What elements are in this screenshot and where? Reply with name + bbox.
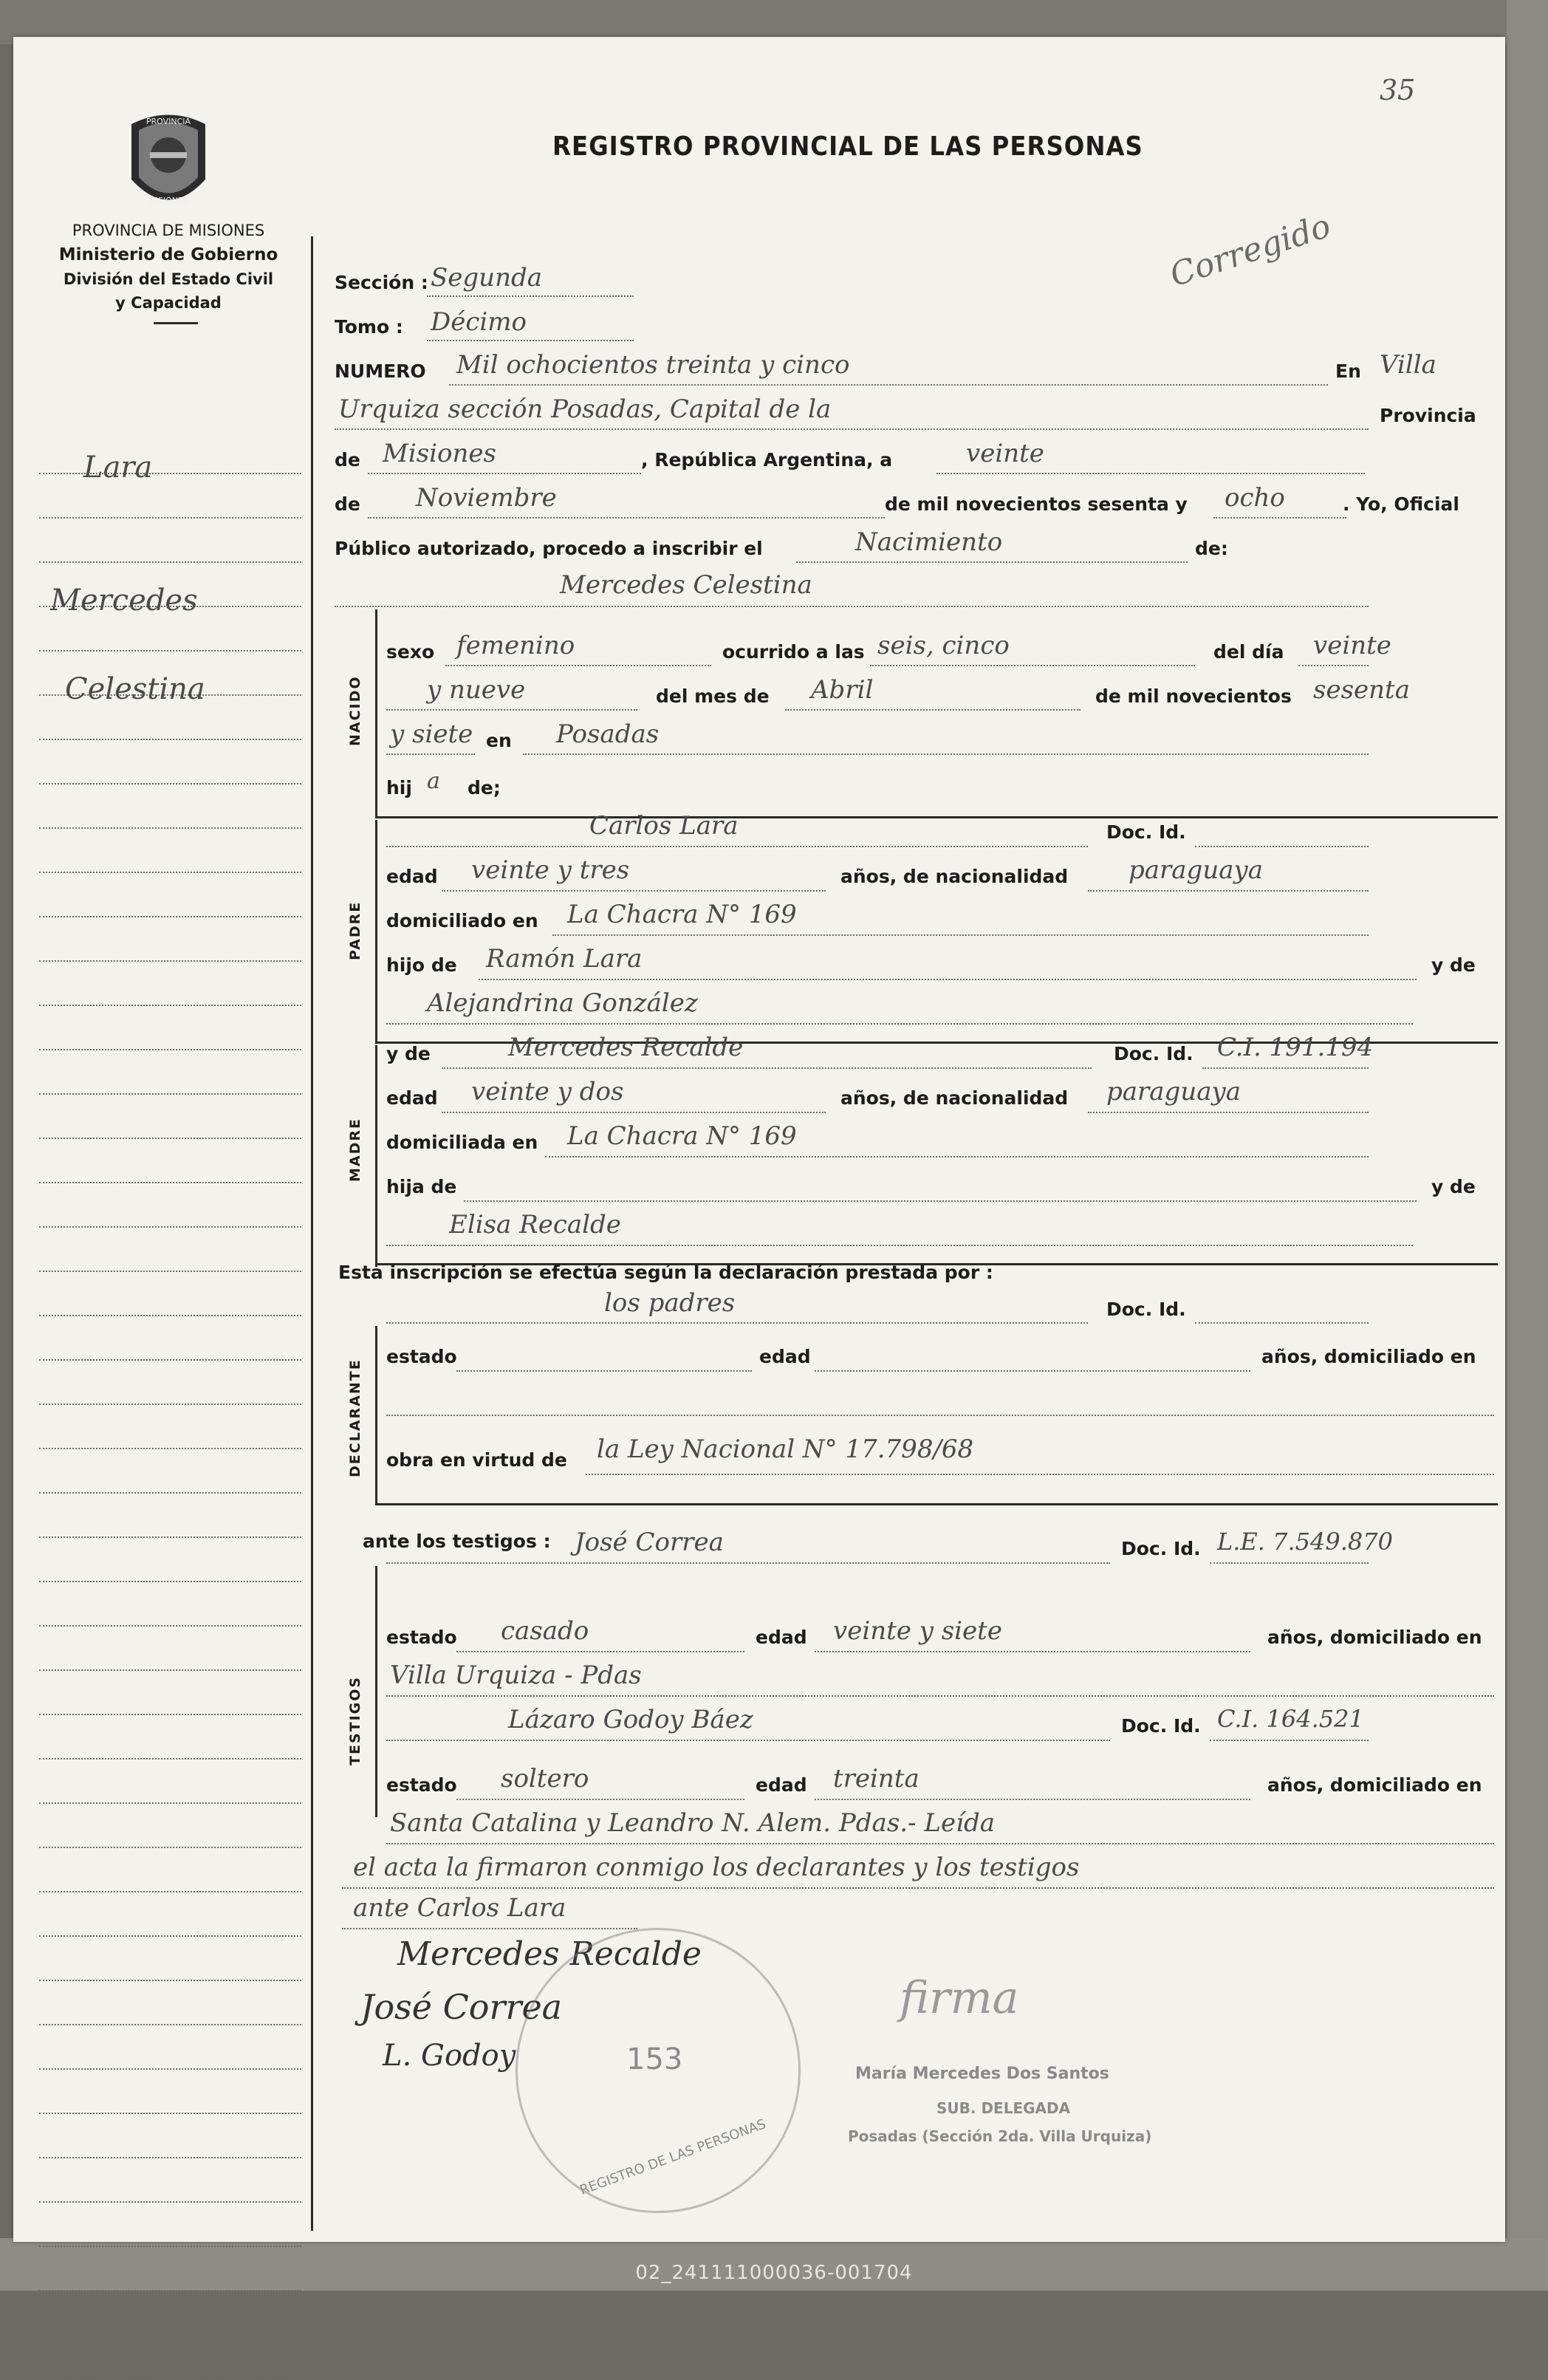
hora-value: seis, cinco <box>877 631 1010 660</box>
declarante-bottom-rule <box>375 1503 1498 1505</box>
padre-madre: Alejandrina González <box>427 988 698 1018</box>
t2-doc-label: Doc. Id. <box>1121 1715 1201 1737</box>
t1-anos-label: años, domiciliado en <box>1267 1627 1482 1648</box>
anio-line <box>1213 517 1346 519</box>
declarante-side-label: DECLARANTE <box>347 1358 363 1477</box>
testigo2-edad: treinta <box>833 1764 919 1793</box>
declarante-obra-line <box>586 1474 1494 1475</box>
margin-dotted-line <box>39 1005 301 1006</box>
madre-nacionalidad: paraguaya <box>1106 1077 1241 1107</box>
t2-edad-label: edad <box>756 1774 807 1796</box>
official-stamp-name: María Mercedes Dos Santos <box>855 2065 1109 2083</box>
t1-edad-label: edad <box>756 1627 807 1648</box>
testigo1-doc: L.E. 7.549.870 <box>1217 1528 1393 1556</box>
en-nacido-label: en <box>486 730 512 751</box>
testigo1-nombre: José Correa <box>575 1528 724 1557</box>
scan-id-caption: 02_241111000036-001704 <box>635 2262 913 2284</box>
declarante-domicilio-line <box>386 1415 1494 1416</box>
tomo-label: Tomo : <box>335 316 403 338</box>
madre-side-label: MADRE <box>347 1118 363 1182</box>
dia-nacido-value2: y nueve <box>427 675 526 705</box>
margin-dotted-line <box>39 473 301 474</box>
margin-dotted-line <box>39 1226 301 1228</box>
closing-line1: el acta la firmaron conmigo los declarantes y los testigos <box>353 1853 1080 1882</box>
closing2-line <box>342 1928 637 1929</box>
margin-dotted-line <box>39 1758 301 1760</box>
padre-doc-line <box>1195 846 1369 847</box>
anio2-line <box>386 753 475 755</box>
ocurrido-label: ocurrido a las <box>722 641 865 663</box>
de-label: de <box>335 449 360 471</box>
margin-dotted-line <box>39 1581 301 1582</box>
margin-dotted-line <box>39 1669 301 1671</box>
nacido-bottom-rule <box>375 816 1498 818</box>
padre-y-de-label: y de <box>1431 954 1476 976</box>
padre-edad-label: edad <box>386 866 438 887</box>
official-signature: firma <box>900 1972 1019 2024</box>
nacido-side-label: NACIDO <box>347 675 363 746</box>
madre-block-rule <box>375 1045 377 1267</box>
page-number: 35 <box>1380 74 1416 106</box>
testigos-block-rule <box>375 1566 377 1817</box>
madre-domicilio-label: domiciliada en <box>386 1132 538 1153</box>
mil-nacido-label: de mil novecientos <box>1095 685 1292 707</box>
oficial-label: . Yo, Oficial <box>1343 493 1459 515</box>
testigo1-edad: veinte y siete <box>833 1616 1002 1646</box>
registry-seal-text: REGISTRO DE LAS PERSONAS <box>578 2116 768 2198</box>
padre-nacionalidad: paraguaya <box>1129 855 1263 885</box>
padre-domicilio: La Chacra N° 169 <box>567 900 797 929</box>
seccion-label: Sección : <box>335 272 428 293</box>
margin-dotted-line <box>39 1935 301 1937</box>
lugar-line <box>523 753 1369 755</box>
declarante-edad-label: edad <box>759 1346 811 1367</box>
dia-nacido-value: veinte <box>1313 631 1391 660</box>
signature-mother: Mercedes Recalde <box>397 1935 702 1973</box>
lugar-value: Posadas <box>556 719 660 749</box>
margin-dotted-line <box>39 1049 301 1050</box>
margin-dotted-line <box>39 1802 301 1804</box>
testigo2-nombre: Lázaro Godoy Báez <box>508 1705 753 1734</box>
place-value: Urquiza sección Posadas, Capital de la <box>338 394 832 424</box>
madre-anos-label: años, de nacionalidad <box>840 1087 1069 1109</box>
de3-label: de: <box>1195 538 1228 559</box>
sexo-label: sexo <box>386 641 435 663</box>
mes-value: Noviembre <box>416 483 557 513</box>
de2-label: de <box>335 493 360 515</box>
numero-line <box>449 384 1328 386</box>
seccion-line <box>427 295 634 297</box>
padre-hijo-line <box>479 979 1417 980</box>
margin-dotted-line <box>39 2334 301 2336</box>
margin-dotted-line <box>39 2157 301 2158</box>
seal-text-bottom: MISIONES <box>148 196 188 205</box>
hora-line <box>870 665 1195 666</box>
t1-doc-label: Doc. Id. <box>1121 1538 1201 1559</box>
madre-domicilio: La Chacra N° 169 <box>567 1121 797 1151</box>
declarante-edad-line <box>815 1370 1250 1372</box>
margin-dotted-line <box>39 2068 301 2070</box>
numero-label: NUMERO <box>335 360 426 382</box>
testigo2-doc: C.I. 164.521 <box>1217 1705 1364 1733</box>
madre-doc: C.I. 191.194 <box>1217 1033 1374 1062</box>
testigo2-domicilio: Santa Catalina y Leandro N. Alem. Pdas.- Leída <box>390 1808 995 1838</box>
republica-label: , República Argentina, a <box>641 449 893 471</box>
t2-anos-label: años, domiciliado en <box>1267 1774 1482 1796</box>
t2-doc-line <box>1210 1740 1369 1741</box>
padre-anos-label: años, de nacionalidad <box>840 866 1069 887</box>
declarante-block-rule <box>375 1326 377 1503</box>
madre-doc-line <box>1202 1067 1369 1069</box>
closing1-line <box>342 1887 1494 1889</box>
seccion-value: Segunda <box>431 263 543 293</box>
tomo-value: Décimo <box>431 307 527 337</box>
margin-dotted-line <box>39 1891 301 1892</box>
padre-domicilio-label: domiciliado en <box>386 910 538 931</box>
margin-dotted-line <box>39 517 301 519</box>
t1-doc-line <box>1210 1562 1369 1564</box>
margin-dotted-line <box>39 650 301 652</box>
margin-dotted-line <box>39 2290 301 2291</box>
de-line <box>368 473 641 474</box>
testigo2-estado: soltero <box>501 1764 589 1793</box>
margin-dotted-line <box>39 872 301 873</box>
testigo1-estado: casado <box>501 1616 589 1646</box>
margin-dotted-line <box>39 2113 301 2114</box>
testigo1-domicilio: Villa Urquiza - Pdas <box>390 1661 642 1690</box>
en-label: En <box>1335 360 1361 382</box>
padre-madre-line <box>386 1023 1413 1025</box>
declarante-nombre: los padres <box>604 1288 736 1318</box>
correction-annotation: Corregido <box>1165 207 1335 295</box>
t1-estado-label: estado <box>386 1627 457 1648</box>
padre-doc-label: Doc. Id. <box>1106 821 1186 843</box>
declarante-nombre-line <box>386 1322 1088 1324</box>
tomo-line <box>427 340 634 341</box>
register-page <box>13 37 1505 2242</box>
padre-side-label: PADRE <box>347 900 363 960</box>
margin-dotted-line <box>39 1182 301 1183</box>
province-name: PROVINCIA DE MISIONES <box>72 222 265 239</box>
closing-line2: ante Carlos Lara <box>353 1893 566 1923</box>
margin-dotted-line <box>39 1359 301 1361</box>
declarante-intro: Esta inscripción se efectúa según la declaración prestada por : <box>338 1262 993 1283</box>
nacido-block-rule <box>375 609 377 816</box>
margin-dotted-line <box>39 2024 301 2025</box>
hij-de-label: de; <box>468 777 501 799</box>
del-mes-label: del mes de <box>656 685 770 707</box>
madre-edad-line <box>442 1112 826 1113</box>
margin-dotted-line <box>39 1093 301 1095</box>
t2-estado-line <box>456 1799 744 1800</box>
t2-nombre-line <box>386 1740 1110 1741</box>
margin-dotted-line <box>39 2201 301 2203</box>
madre-y-de-label: y de <box>386 1043 431 1064</box>
anio-nacido-value2: y siete <box>390 719 473 749</box>
margin-surname: Lara <box>83 451 153 485</box>
margin-name2: Celestina <box>65 672 205 706</box>
madre-nac-line <box>1088 1112 1369 1113</box>
margin-dotted-line <box>39 960 301 962</box>
hij-value: a <box>427 768 440 794</box>
provincia-value: Misiones <box>383 439 496 468</box>
dia2-line <box>386 709 637 711</box>
official-stamp-title: SUB. DELEGADA <box>936 2099 1071 2117</box>
margin-dotted-line <box>39 2246 301 2247</box>
madre-edad: veinte y dos <box>471 1077 624 1107</box>
mes-line <box>368 517 885 519</box>
testigos-intro: ante los testigos : <box>363 1531 551 1552</box>
madre-nombre-line <box>442 1067 1092 1069</box>
ministry-name: Ministerio de Gobierno <box>58 245 278 264</box>
t1-nombre-line <box>386 1562 1110 1564</box>
margin-dotted-line <box>39 783 301 784</box>
margin-dotted-line <box>39 1714 301 1715</box>
margin-dotted-line <box>39 1271 301 1272</box>
declarante-estado-line <box>456 1370 752 1372</box>
padre-block-rule <box>375 820 377 1042</box>
padre-hijo-label: hijo de <box>386 954 457 976</box>
publico-label: Público autorizado, procedo a inscribir el <box>335 538 763 559</box>
en-value: Villa <box>1380 350 1436 380</box>
sexo-line <box>445 665 711 666</box>
nombre-line <box>335 606 1369 607</box>
padre-edad: veinte y tres <box>471 855 630 885</box>
signature-witness2: L. Godoy <box>383 2039 516 2073</box>
t1-domicilio-line <box>386 1695 1494 1697</box>
provincia-label: Provincia <box>1380 405 1476 426</box>
madre-abuela-line <box>386 1245 1413 1246</box>
margin-dotted-line <box>39 1847 301 1848</box>
document-title: REGISTRO PROVINCIAL DE LAS PERSONAS <box>552 131 1143 162</box>
margin-name1: Mercedes <box>50 584 198 618</box>
testigos-side-label: TESTIGOS <box>347 1675 363 1765</box>
t2-domicilio-line <box>386 1843 1494 1844</box>
padre-nombre-line <box>386 846 1088 847</box>
padre-nac-line <box>1088 890 1369 892</box>
dia-line <box>936 473 1365 474</box>
margin-dotted-line <box>39 1448 301 1449</box>
division-line1: División del Estado Civil <box>63 270 274 288</box>
mes-nacido-line <box>785 709 1080 711</box>
official-stamp-office: Posadas (Sección 2da. Villa Urquiza) <box>848 2127 1152 2145</box>
declarante-estado-label: estado <box>386 1346 457 1367</box>
declarante-anos-label: años, domiciliado en <box>1261 1346 1476 1367</box>
t2-estado-label: estado <box>386 1774 457 1796</box>
sexo-value: femenino <box>456 631 575 660</box>
margin-dotted-line <box>39 1980 301 1981</box>
book-edge <box>1507 0 1548 2291</box>
margin-dotted-line <box>39 739 301 740</box>
header-rule <box>154 322 198 324</box>
madre-abuela: Elisa Recalde <box>449 1210 621 1239</box>
anio-value: ocho <box>1225 483 1285 513</box>
margin-dotted-line <box>39 827 301 829</box>
mil-label: de mil novecientos sesenta y <box>885 493 1188 515</box>
t1-edad-line <box>815 1651 1250 1652</box>
margin-dotted-line <box>39 1536 301 1538</box>
margin-dotted-line <box>39 916 301 917</box>
nacido-nombre: Mercedes Celestina <box>560 570 812 600</box>
madre-domicilio-line <box>545 1156 1369 1157</box>
seal-text-top: PROVINCIA <box>145 117 191 126</box>
padre-padre: Ramón Lara <box>486 944 643 974</box>
padre-edad-line <box>442 890 826 892</box>
madre-edad-label: edad <box>386 1087 438 1109</box>
margin-dotted-line <box>39 1403 301 1405</box>
madre-hija-line <box>464 1200 1417 1202</box>
hij-label: hij <box>386 777 412 799</box>
margin-dotted-line <box>39 1138 301 1139</box>
margin-dotted-line <box>39 561 301 563</box>
margin-rule <box>311 236 313 2231</box>
numero-value: Mil ochocientos treinta y cinco <box>456 350 850 380</box>
t1-estado-line <box>456 1651 744 1652</box>
t2-edad-line <box>815 1799 1250 1800</box>
padre-domicilio-line <box>552 934 1369 936</box>
margin-dotted-line <box>39 1492 301 1494</box>
margin-dotted-line <box>39 1315 301 1316</box>
madre-nombre: Mercedes Recalde <box>508 1033 744 1062</box>
madre-doc-label: Doc. Id. <box>1114 1043 1193 1064</box>
madre-y-de2-label: y de <box>1431 1176 1476 1197</box>
signature-witness1: José Correa <box>360 1987 563 2027</box>
dia-value: veinte <box>966 439 1044 468</box>
acto-value: Nacimiento <box>855 527 1003 557</box>
registry-seal-number: 153 <box>626 2042 683 2076</box>
acto-line <box>796 561 1188 563</box>
place-line <box>335 428 1369 430</box>
padre-nombre: Carlos Lara <box>589 811 739 841</box>
division-line2: y Capacidad <box>115 294 222 312</box>
declarante-obra-label: obra en virtud de <box>386 1449 567 1471</box>
margin-dotted-line <box>39 1625 301 1627</box>
declarante-doc-label: Doc. Id. <box>1106 1299 1186 1320</box>
anio-nacido-value: sesenta <box>1313 675 1410 705</box>
dia-nacido-line <box>1298 665 1369 666</box>
declarante-doc-line <box>1195 1322 1369 1324</box>
del-dia-label: del día <box>1213 641 1284 663</box>
mes-nacido-value: Abril <box>811 675 874 705</box>
madre-hija-label: hija de <box>386 1176 457 1197</box>
declarante-obra: la Ley Nacional N° 17.798/68 <box>597 1435 974 1464</box>
